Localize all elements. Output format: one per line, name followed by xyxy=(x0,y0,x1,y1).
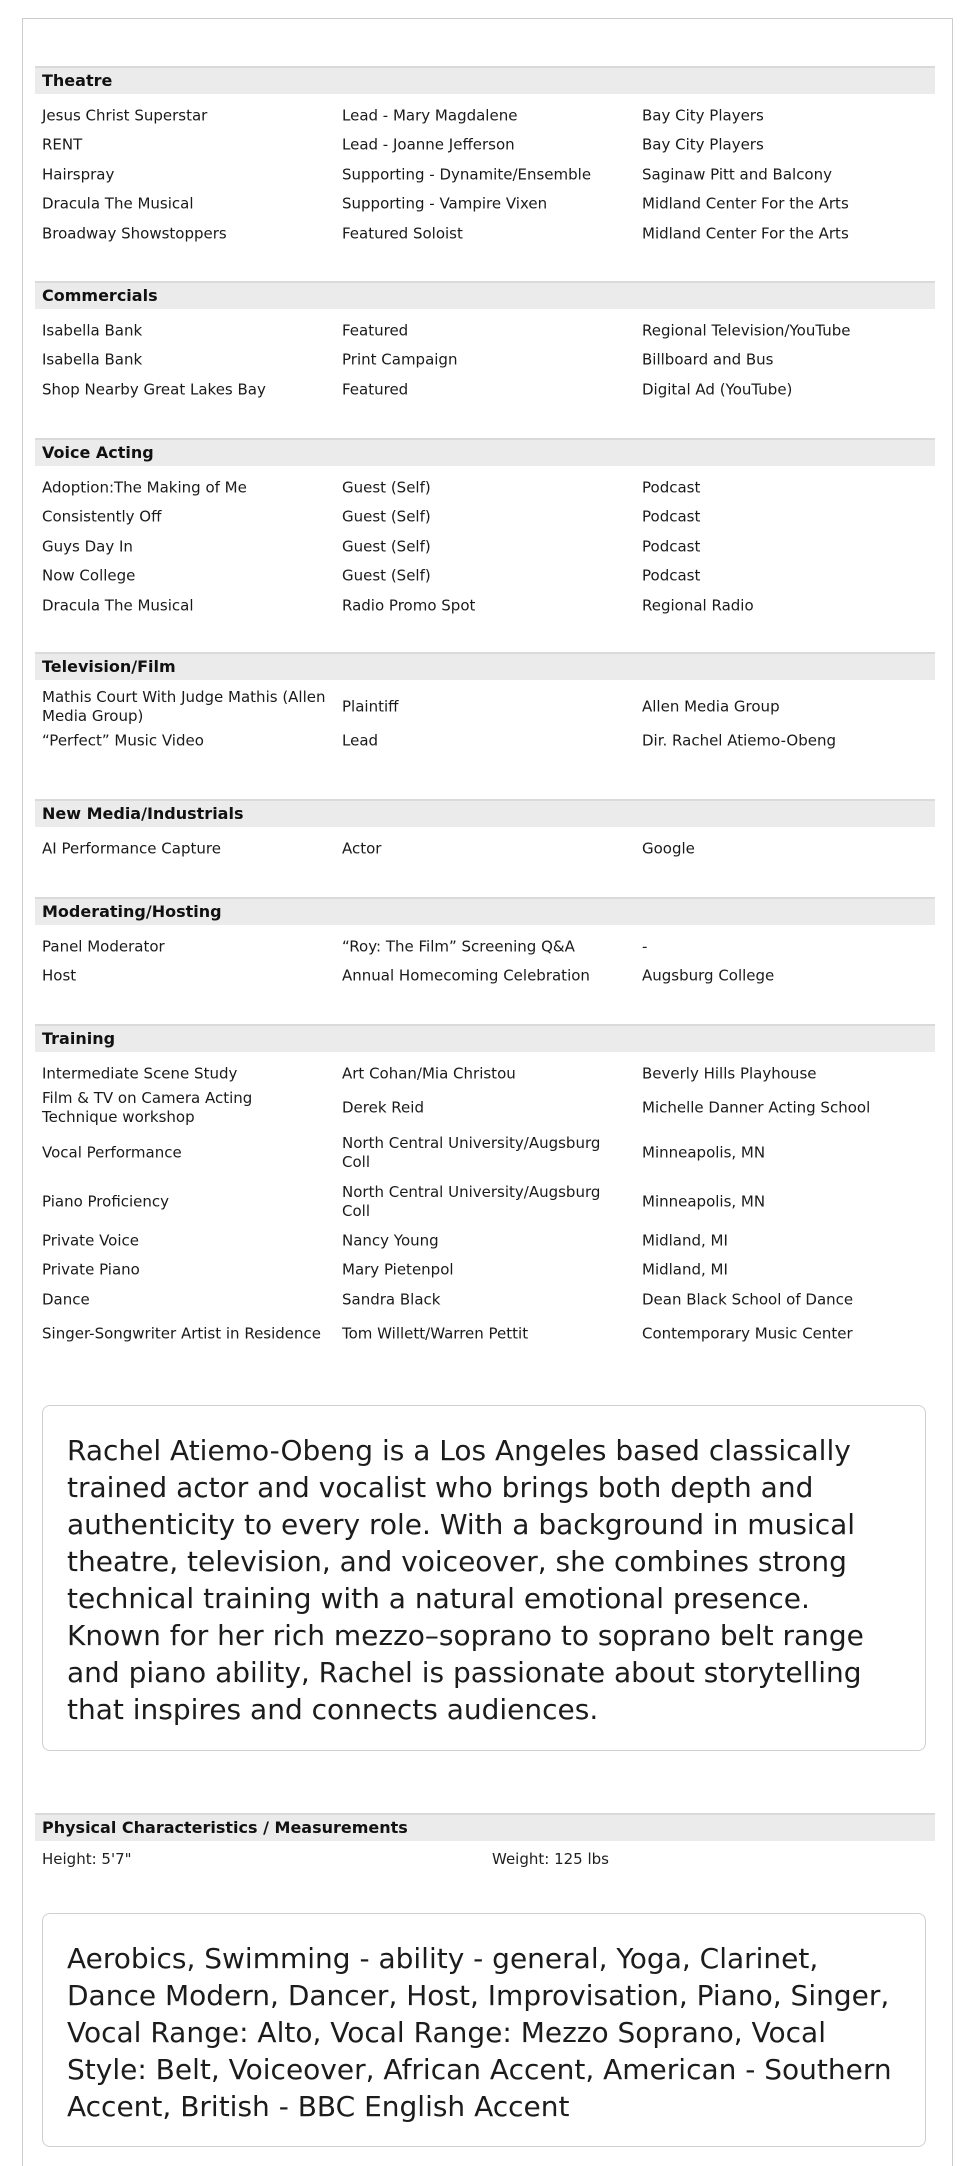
title-cell: Intermediate Scene Study xyxy=(42,1064,238,1083)
skills-box xyxy=(42,1913,926,2147)
role-cell: Guest (Self) xyxy=(342,537,431,556)
title-cell: Private Piano xyxy=(42,1260,140,1279)
title-cell: Dance xyxy=(42,1290,90,1309)
table-row xyxy=(35,316,935,346)
table-row xyxy=(35,131,935,161)
title-cell: Broadway Showstoppers xyxy=(42,224,227,243)
section-training xyxy=(35,1024,935,1354)
role-cell: Lead - Mary Magdalene xyxy=(342,106,518,125)
venue-cell: Contemporary Music Center xyxy=(642,1324,853,1343)
venue-cell: Podcast xyxy=(642,566,701,585)
section-voice-acting xyxy=(35,438,935,621)
table-row xyxy=(35,503,935,533)
table-row xyxy=(35,962,935,992)
venue-cell: Minneapolis, MN xyxy=(642,1143,766,1161)
role-cell: Plaintiff xyxy=(342,697,399,716)
table-row xyxy=(35,591,935,621)
role-cell: Featured xyxy=(342,380,409,399)
table-row xyxy=(35,687,935,727)
section-commercials xyxy=(35,281,935,405)
table-row xyxy=(35,101,935,131)
role-cell: Supporting - Dynamite/Ensemble xyxy=(342,165,592,184)
table-row xyxy=(35,219,935,249)
section-moderating-hosting xyxy=(35,897,935,991)
table-row xyxy=(35,532,935,562)
role-cell: Featured Soloist xyxy=(342,224,463,243)
title-cell: AI Performance Capture xyxy=(42,839,221,858)
venue-cell: Bay City Players xyxy=(642,135,764,154)
role-cell: Supporting - Vampire Vixen xyxy=(342,194,548,213)
venue-cell: Beverly Hills Playhouse xyxy=(642,1064,817,1083)
venue-cell: Minneapolis, MN xyxy=(642,1192,766,1210)
table-row xyxy=(35,1226,935,1256)
role-cell: Art Cohan/Mia Christou xyxy=(342,1064,516,1083)
role-cell: Lead xyxy=(342,731,379,750)
table-row xyxy=(35,375,935,405)
section-new-media xyxy=(35,799,935,864)
table-row xyxy=(35,834,935,864)
role-cell: Guest (Self) xyxy=(342,507,431,526)
section-television-film xyxy=(35,652,935,756)
venue-cell: Regional Television/YouTube xyxy=(642,321,851,340)
role-cell: Print Campaign xyxy=(342,350,458,369)
table-row xyxy=(35,1128,935,1177)
section-title: Moderating/Hosting xyxy=(35,897,935,925)
title-cell: Guys Day In xyxy=(42,537,133,556)
venue-cell: Michelle Danner Acting School xyxy=(642,1098,871,1117)
role-cell: Actor xyxy=(342,839,382,858)
venue-cell: Podcast xyxy=(642,537,701,556)
bio-text: Rachel Atiemo-Obeng is a Los Angeles based classically trained actor and vocalist who brings both depth and authenticity to every role. With a background in musical theatre, television, and voiceover, she combines strong technical training with a natural emotional presence. Known for her rich mezzo–soprano to soprano belt range and piano ability, Rachel is passionate about storytelling that inspires and connects audiences. xyxy=(67,1434,864,1726)
table-row xyxy=(35,562,935,592)
title-cell: Mathis Court With Judge Mathis (Allen Media Group) xyxy=(42,687,326,725)
title-cell: Film & TV on Camera Acting Technique workshop xyxy=(42,1089,253,1127)
venue-cell: Augsburg College xyxy=(642,966,775,985)
table-row xyxy=(35,346,935,376)
venue-cell: Billboard and Bus xyxy=(642,350,774,369)
section-title: Physical Characteristics / Measurements xyxy=(35,1813,935,1841)
section-physical xyxy=(35,1813,935,1875)
role-cell: Guest (Self) xyxy=(342,566,431,585)
weight-value: Weight: 125 lbs xyxy=(492,1850,609,1868)
section-theatre xyxy=(35,66,935,249)
section-title: Voice Acting xyxy=(35,438,935,466)
role-cell: Sandra Black xyxy=(342,1290,441,1309)
role-cell: Lead - Joanne Jefferson xyxy=(342,135,515,154)
venue-cell: Midland Center For the Arts xyxy=(642,224,849,243)
table-row xyxy=(35,190,935,220)
role-cell: North Central University/Augsburg Coll xyxy=(342,1182,601,1220)
title-cell: Jesus Christ Superstar xyxy=(42,106,208,125)
venue-cell: Allen Media Group xyxy=(642,697,780,716)
venue-cell: - xyxy=(642,937,648,956)
title-cell: Isabella Bank xyxy=(42,350,143,369)
table-row xyxy=(35,1256,935,1286)
table-row xyxy=(35,727,935,757)
height-value: Height: 5'7" xyxy=(42,1850,132,1868)
table-row xyxy=(35,160,935,190)
physical-row xyxy=(35,1841,935,1875)
title-cell: Adoption:The Making of Me xyxy=(42,478,247,497)
table-row xyxy=(35,1285,935,1315)
title-cell: Dracula The Musical xyxy=(42,596,194,615)
section-title: New Media/Industrials xyxy=(35,799,935,827)
section-title: Commercials xyxy=(35,281,935,309)
section-title: Training xyxy=(35,1024,935,1052)
role-cell: Tom Willett/Warren Pettit xyxy=(342,1324,529,1343)
title-cell: RENT xyxy=(42,135,83,154)
skills-text: Aerobics, Swimming - ability - general, Yoga, Clarinet, Dance Modern, Dancer, Host, Improvisation, Piano, Singer, Vocal Range: Alto, Vocal Range: Mezzo Soprano, Vocal Style: Belt, Voiceover, African Accent, American - Southern Accent, British - BBC English Accent xyxy=(67,1942,892,2123)
table-row xyxy=(35,473,935,503)
venue-cell: Regional Radio xyxy=(642,596,754,615)
venue-cell: Midland, MI xyxy=(642,1260,728,1279)
title-cell: Piano Proficiency xyxy=(42,1192,170,1210)
venue-cell: Podcast xyxy=(642,507,701,526)
section-title: Television/Film xyxy=(35,652,935,680)
role-cell: Derek Reid xyxy=(342,1098,424,1117)
bio-box xyxy=(42,1405,926,1751)
venue-cell: Midland Center For the Arts xyxy=(642,194,849,213)
title-cell: Consistently Off xyxy=(42,507,162,526)
role-cell: Nancy Young xyxy=(342,1231,439,1250)
title-cell: Dracula The Musical xyxy=(42,194,194,213)
table-row xyxy=(35,1059,935,1089)
role-cell: Annual Homecoming Celebration xyxy=(342,966,590,985)
title-cell: Now College xyxy=(42,566,136,585)
venue-cell: Dir. Rachel Atiemo-Obeng xyxy=(642,731,837,750)
venue-cell: Midland, MI xyxy=(642,1231,728,1250)
title-cell: Shop Nearby Great Lakes Bay xyxy=(42,380,266,399)
role-cell: “Roy: The Film” Screening Q&A xyxy=(342,937,575,956)
role-cell: North Central University/Augsburg Coll xyxy=(342,1133,601,1171)
title-cell: Hairspray xyxy=(42,165,115,184)
venue-cell: Podcast xyxy=(642,478,701,497)
title-cell: Private Voice xyxy=(42,1231,139,1250)
venue-cell: Dean Black School of Dance xyxy=(642,1290,854,1309)
venue-cell: Bay City Players xyxy=(642,106,764,125)
table-row xyxy=(35,1089,935,1129)
title-cell: “Perfect” Music Video xyxy=(42,731,204,750)
role-cell: Featured xyxy=(342,321,409,340)
title-cell: Host xyxy=(42,966,77,985)
table-row xyxy=(35,1177,935,1226)
role-cell: Guest (Self) xyxy=(342,478,431,497)
venue-cell: Digital Ad (YouTube) xyxy=(642,380,793,399)
venue-cell: Saginaw Pitt and Balcony xyxy=(642,165,832,184)
role-cell: Radio Promo Spot xyxy=(342,596,476,615)
role-cell: Mary Pietenpol xyxy=(342,1260,454,1279)
table-row xyxy=(35,1315,935,1355)
title-cell: Panel Moderator xyxy=(42,937,165,956)
title-cell: Isabella Bank xyxy=(42,321,143,340)
title-cell: Vocal Performance xyxy=(42,1143,182,1161)
table-row xyxy=(35,932,935,962)
venue-cell: Google xyxy=(642,839,695,858)
section-title: Theatre xyxy=(35,66,935,94)
title-cell: Singer-Songwriter Artist in Residence xyxy=(42,1324,322,1343)
